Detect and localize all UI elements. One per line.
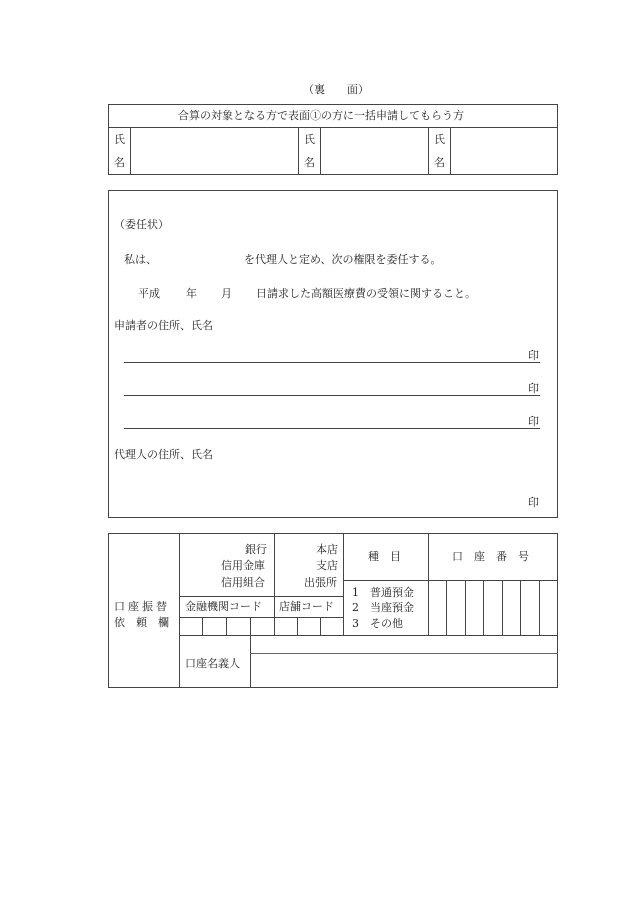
- applicant-address-label: 申請者の住所、氏名: [114, 319, 213, 332]
- divider: [179, 596, 343, 597]
- institution-code-cell[interactable]: [226, 617, 227, 635]
- name-label-1: 氏: [114, 133, 125, 146]
- account-number-cell[interactable]: [502, 580, 503, 635]
- name-label-2: 名: [304, 156, 315, 169]
- account-number-cell[interactable]: [483, 580, 484, 635]
- divider: [179, 635, 558, 636]
- proxy-line2-suffix: 日請求した高額医療費の受領に関すること。: [256, 287, 476, 300]
- branch-code-label: 店舗コード: [279, 600, 334, 613]
- divider: [343, 533, 344, 635]
- account-number-cell[interactable]: [520, 580, 521, 635]
- year-field[interactable]: [164, 284, 184, 300]
- month-label: 月: [221, 287, 232, 300]
- divider: [428, 533, 429, 635]
- institution-code-cell[interactable]: [202, 617, 203, 635]
- account-number-cell[interactable]: [539, 580, 540, 635]
- divider: [250, 653, 558, 654]
- proxy-line1-suffix: を代理人と定め、次の権限を委任する。: [244, 253, 442, 266]
- agent-address-field[interactable]: [124, 470, 524, 506]
- divider: [179, 617, 343, 618]
- account-number-cell[interactable]: [446, 580, 447, 635]
- proxy-line1-prefix: 私は、: [124, 253, 157, 266]
- proxy-heading: （委任状）: [114, 218, 169, 231]
- account-type-option[interactable]: 1 普通預金: [352, 586, 414, 599]
- seal-mark: 印: [528, 349, 539, 362]
- agent-name-field[interactable]: [160, 250, 242, 266]
- divider: [179, 533, 180, 688]
- name-field-2[interactable]: [321, 128, 427, 174]
- proxy-letter-box: [108, 190, 558, 518]
- seal-mark: 印: [528, 415, 539, 428]
- bank-transfer-label: 口座振替: [114, 600, 170, 613]
- applicant-line-3[interactable]: [124, 428, 540, 429]
- account-number-cell[interactable]: [465, 580, 466, 635]
- combined-applicants-title: 合算の対象となる方で表面①の方に一括申請してもらう方: [178, 109, 464, 122]
- account-holder-label: 口座名義人: [185, 657, 240, 670]
- name-label-1: 名: [114, 156, 125, 169]
- name-field-3[interactable]: [451, 128, 557, 174]
- institution-type: 信用金庫: [221, 559, 265, 572]
- name-label-2: 氏: [304, 133, 315, 146]
- applicant-line-1[interactable]: [124, 362, 540, 363]
- account-type-option[interactable]: 3 その他: [352, 617, 403, 630]
- institution-code-label: 金融機関コード: [185, 600, 262, 613]
- institution-code-cell[interactable]: [250, 617, 251, 635]
- account-holder-kana-field[interactable]: [252, 637, 556, 652]
- divider: [343, 580, 428, 581]
- account-number-header: 口 座 番 号: [452, 550, 529, 563]
- applicant-line-2[interactable]: [124, 395, 540, 396]
- name-field-1[interactable]: [131, 128, 297, 174]
- account-type-header: 種 目: [368, 550, 401, 563]
- divider: [250, 635, 251, 688]
- institution-type: 銀行: [245, 543, 267, 556]
- institution-type: 信用組合: [221, 576, 265, 589]
- branch-code-cell[interactable]: [297, 617, 298, 635]
- account-holder-name-field[interactable]: [252, 655, 556, 687]
- seal-mark: 印: [528, 496, 539, 509]
- branch-name-field[interactable]: [277, 538, 303, 588]
- branch-type: 本店: [316, 543, 338, 556]
- account-type-option[interactable]: 2 当座預金: [352, 601, 414, 614]
- page-side-label: （裏 面）: [303, 83, 369, 96]
- divider: [274, 533, 275, 635]
- era-label: 平成: [138, 287, 160, 300]
- branch-code-cell[interactable]: [320, 617, 321, 635]
- day-field[interactable]: [234, 284, 254, 300]
- agent-address-label: 代理人の住所、氏名: [114, 448, 213, 461]
- month-field[interactable]: [199, 284, 219, 300]
- seal-mark: 印: [528, 382, 539, 395]
- year-label: 年: [186, 287, 197, 300]
- divider: [428, 127, 429, 175]
- divider: [298, 127, 299, 175]
- branch-type: 支店: [316, 559, 338, 572]
- name-label-3: 名: [434, 156, 445, 169]
- name-label-3: 氏: [434, 133, 445, 146]
- bank-transfer-label: 依 頼 欄: [114, 616, 169, 629]
- bank-name-field[interactable]: [182, 538, 218, 588]
- branch-type: 出張所: [304, 576, 337, 589]
